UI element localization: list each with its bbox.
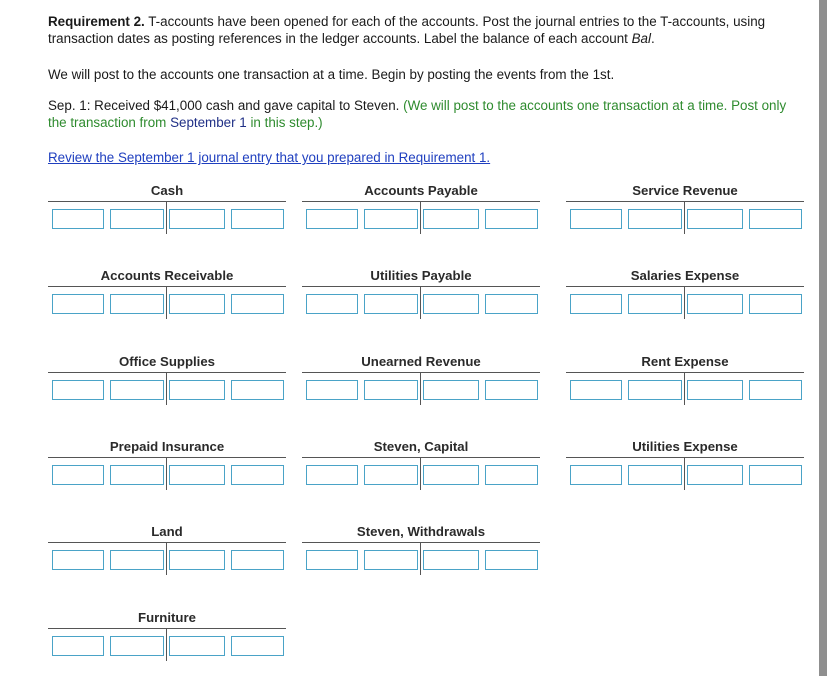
t-account-divider: [420, 287, 421, 319]
requirement-text: T-accounts have been opened for each of the accounts. Post the journal entries to the T-accounts, using transaction dates as posting references in the ledger accounts. Label the balance of each account: [48, 14, 766, 46]
credit-ref-input[interactable]: [169, 550, 225, 570]
t-account-divider: [166, 543, 167, 575]
t-account-title: Service Revenue: [632, 183, 738, 198]
debit-ref-input[interactable]: [52, 465, 104, 485]
t-account-divider: [420, 202, 421, 234]
t-account-title: Furniture: [138, 610, 196, 625]
requirement-heading: Requirement 2.: [48, 14, 145, 29]
t-account-title: Land: [151, 524, 183, 539]
t-account-title: Salaries Expense: [630, 268, 740, 283]
debit-ref-input[interactable]: [52, 209, 104, 229]
debit-ref-input[interactable]: [52, 636, 104, 656]
t-account-divider: [420, 373, 421, 405]
debit-amount-input[interactable]: [110, 294, 164, 314]
t-account-divider: [166, 373, 167, 405]
t-account-divider: [166, 458, 167, 490]
debit-amount-input[interactable]: [364, 550, 418, 570]
t-account-service-revenue: [566, 182, 804, 234]
credit-ref-input[interactable]: [423, 209, 479, 229]
debit-amount-input[interactable]: [628, 465, 682, 485]
debit-amount-input[interactable]: [628, 294, 682, 314]
debit-amount-input[interactable]: [110, 550, 164, 570]
credit-amount-input[interactable]: [485, 380, 538, 400]
t-account-divider: [684, 287, 685, 319]
credit-amount-input[interactable]: [749, 465, 802, 485]
sep1-hint-a: (We will post to the accounts one transaction at a time. Post only the transaction from: [48, 98, 787, 130]
t-account-title: Cash: [150, 183, 184, 198]
sep1-hint-date: September 1: [170, 115, 247, 130]
debit-amount-input[interactable]: [364, 294, 418, 314]
bal-period: .: [650, 31, 655, 46]
post-one-at-a-time-text: We will post to the accounts one transaction at a time. Begin by posting the events from the 1st.: [48, 67, 615, 82]
t-account-utilities-payable: [302, 267, 540, 319]
credit-amount-input[interactable]: [231, 209, 284, 229]
credit-amount-input[interactable]: [749, 380, 802, 400]
t-account-prepaid-insurance: [48, 438, 286, 490]
debit-ref-input[interactable]: [52, 550, 104, 570]
review-journal-entry-link[interactable]: Review the September 1 journal entry that you prepared in Requirement 1.: [48, 150, 491, 165]
t-account-steven-capital: [302, 438, 540, 490]
credit-amount-input[interactable]: [485, 550, 538, 570]
credit-ref-input[interactable]: [169, 294, 225, 314]
credit-ref-input[interactable]: [687, 209, 743, 229]
debit-amount-input[interactable]: [110, 209, 164, 229]
debit-amount-input[interactable]: [364, 465, 418, 485]
t-account-divider: [684, 458, 685, 490]
t-account-title: Rent Expense: [641, 354, 729, 369]
t-account-title: Steven, Capital: [373, 439, 469, 454]
credit-amount-input[interactable]: [231, 636, 284, 656]
debit-ref-input[interactable]: [306, 209, 358, 229]
bal-label: Bal: [631, 31, 651, 46]
credit-ref-input[interactable]: [169, 209, 225, 229]
credit-ref-input[interactable]: [423, 380, 479, 400]
t-account-office-supplies: [48, 353, 286, 405]
t-account-salaries-expense: [566, 267, 804, 319]
t-account-title: Utilities Expense: [632, 439, 738, 454]
t-account-divider: [166, 629, 167, 661]
sep1-transaction-text: [48, 97, 808, 131]
t-account-utilities-expense: [566, 438, 804, 490]
debit-ref-input[interactable]: [570, 294, 622, 314]
t-account-divider: [166, 287, 167, 319]
t-account-title: Unearned Revenue: [361, 354, 481, 369]
t-account-divider: [420, 458, 421, 490]
credit-ref-input[interactable]: [423, 465, 479, 485]
sep1-description: Sep. 1: Received $41,000 cash and gave capital to Steven.: [48, 98, 404, 113]
t-account-title: Prepaid Insurance: [109, 439, 225, 454]
credit-amount-input[interactable]: [485, 209, 538, 229]
t-account-divider: [420, 543, 421, 575]
t-account-land: [48, 523, 286, 575]
t-account-title: Utilities Payable: [370, 268, 472, 283]
t-account-cash: [48, 182, 286, 234]
sep1-hint-b: in this step.): [246, 115, 323, 130]
t-account-steven-withdrawals: [302, 523, 540, 575]
debit-ref-input[interactable]: [306, 294, 358, 314]
t-account-unearned-revenue: [302, 353, 540, 405]
t-account-rent-expense: [566, 353, 804, 405]
debit-ref-input[interactable]: [570, 465, 622, 485]
debit-ref-input[interactable]: [52, 294, 104, 314]
debit-ref-input[interactable]: [52, 380, 104, 400]
credit-ref-input[interactable]: [687, 294, 743, 314]
debit-amount-input[interactable]: [628, 380, 682, 400]
credit-amount-input[interactable]: [749, 209, 802, 229]
t-account-accounts-payable: [302, 182, 540, 234]
credit-ref-input[interactable]: [423, 550, 479, 570]
t-account-divider: [166, 202, 167, 234]
credit-ref-input[interactable]: [687, 380, 743, 400]
credit-amount-input[interactable]: [231, 465, 284, 485]
t-account-title: Steven, Withdrawals: [356, 524, 486, 539]
debit-ref-input[interactable]: [306, 380, 358, 400]
credit-amount-input[interactable]: [231, 294, 284, 314]
credit-amount-input[interactable]: [231, 550, 284, 570]
t-account-title: Accounts Payable: [364, 183, 478, 198]
t-account-divider: [684, 202, 685, 234]
t-account-divider: [684, 373, 685, 405]
debit-amount-input[interactable]: [110, 465, 164, 485]
credit-amount-input[interactable]: [485, 294, 538, 314]
scrollbar-edge: [819, 0, 827, 676]
credit-ref-input[interactable]: [169, 465, 225, 485]
credit-amount-input[interactable]: [231, 380, 284, 400]
requirement-instructions: [48, 13, 808, 47]
credit-ref-input[interactable]: [169, 380, 225, 400]
t-account-title: Office Supplies: [119, 354, 215, 369]
t-account-furniture: [48, 609, 286, 661]
debit-ref-input[interactable]: [570, 209, 622, 229]
debit-amount-input[interactable]: [628, 209, 682, 229]
t-account-accounts-receivable: [48, 267, 286, 319]
credit-amount-input[interactable]: [485, 465, 538, 485]
debit-ref-input[interactable]: [570, 380, 622, 400]
debit-amount-input[interactable]: [110, 636, 164, 656]
credit-ref-input[interactable]: [687, 465, 743, 485]
credit-ref-input[interactable]: [169, 636, 225, 656]
debit-amount-input[interactable]: [364, 209, 418, 229]
debit-ref-input[interactable]: [306, 465, 358, 485]
debit-amount-input[interactable]: [110, 380, 164, 400]
debit-amount-input[interactable]: [364, 380, 418, 400]
credit-amount-input[interactable]: [749, 294, 802, 314]
t-account-title: Accounts Receivable: [100, 268, 234, 283]
credit-ref-input[interactable]: [423, 294, 479, 314]
debit-ref-input[interactable]: [306, 550, 358, 570]
